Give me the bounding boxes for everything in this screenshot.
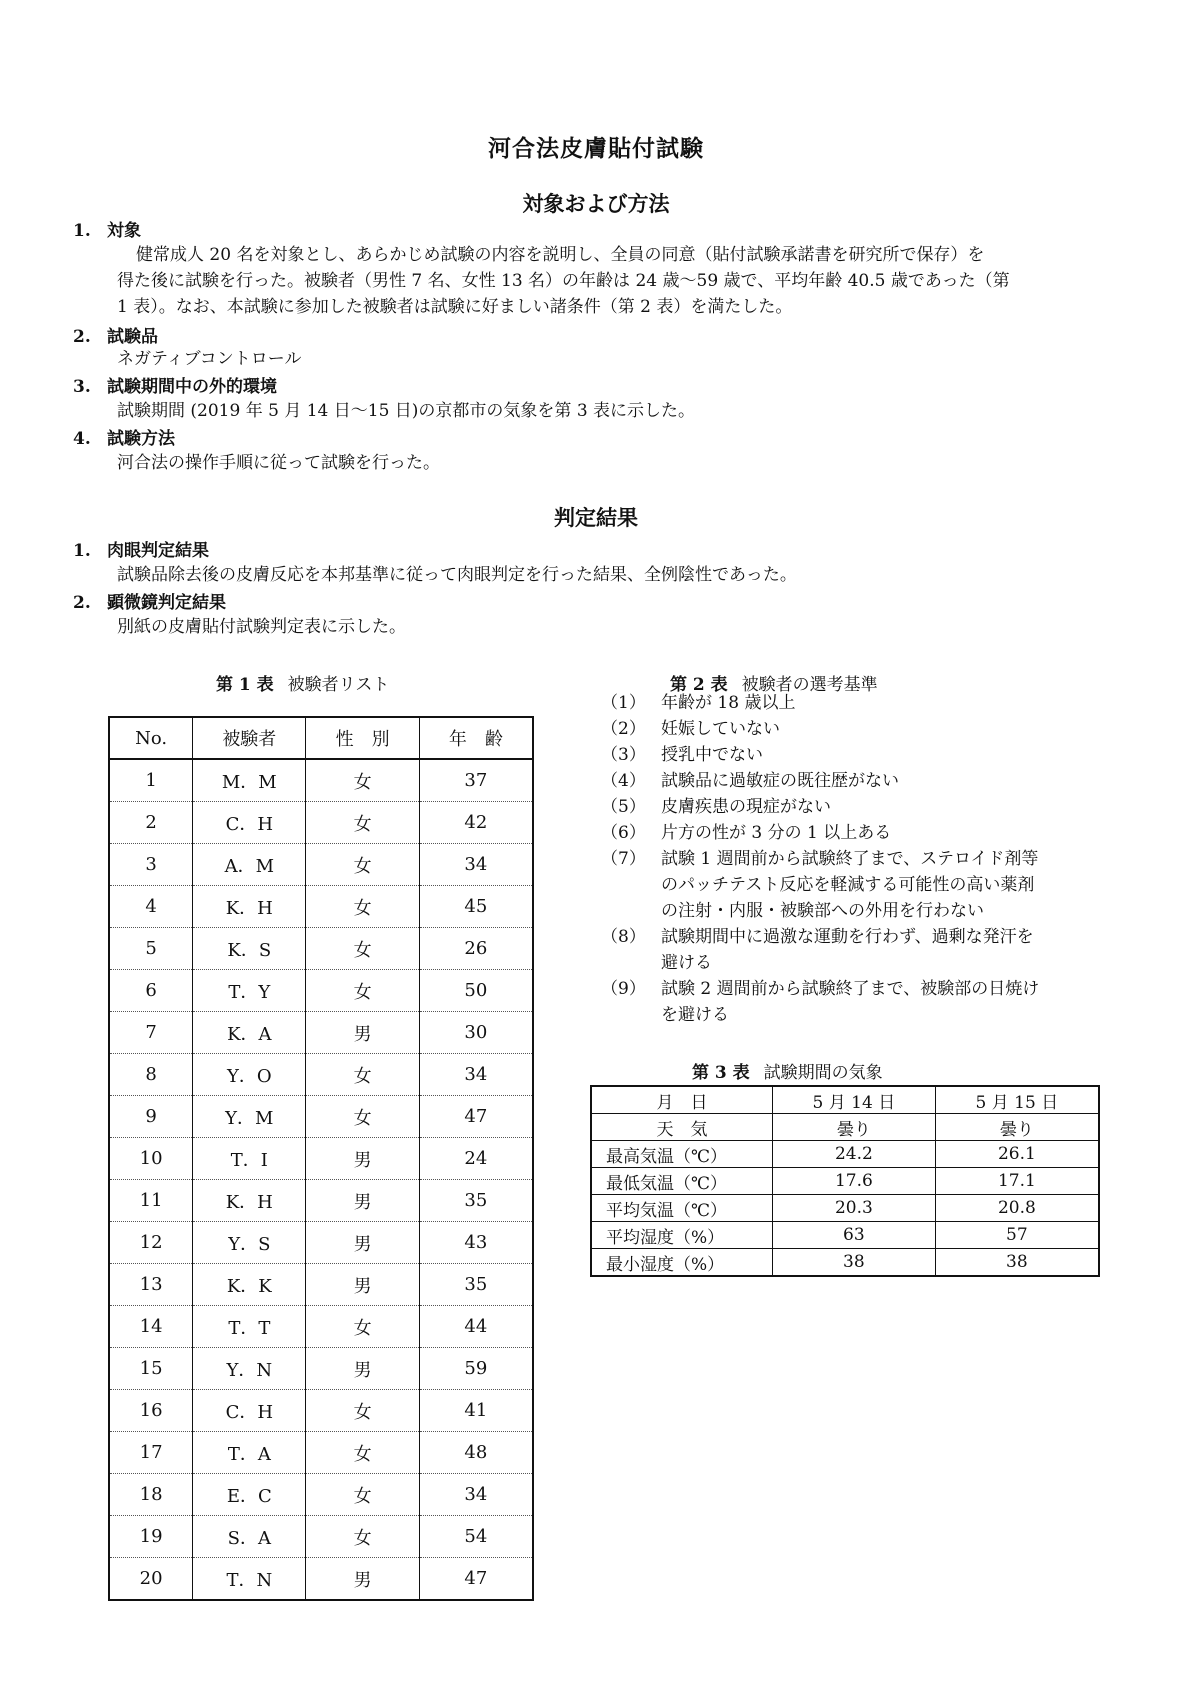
cell-age: 48: [419, 1432, 533, 1474]
cell-age: 50: [419, 970, 533, 1012]
heading-number: 1.: [73, 541, 91, 561]
criteria-number: （1）: [601, 693, 646, 713]
cell-age: 34: [419, 844, 533, 886]
cell-no: 5: [109, 928, 193, 970]
cell-sex: 女: [306, 886, 419, 928]
table-row: [109, 1348, 533, 1390]
table-row: [109, 759, 533, 802]
criteria-line: 試験期間中に過激な運動を行わず、過剰な発汗を: [661, 927, 1034, 947]
criteria-item: [601, 716, 1121, 742]
criteria-line: 年齢が 18 歳以上: [661, 693, 796, 713]
cell-age: 26: [419, 928, 533, 970]
table-row: [109, 1096, 533, 1138]
cell-age: 35: [419, 1264, 533, 1306]
criteria-text: [661, 690, 1121, 716]
criteria-line: 授乳中でない: [661, 745, 763, 765]
cell-age: 42: [419, 802, 533, 844]
paragraph-line: 健常成人 20 名を対象とし、あらかじめ試験の内容を説明し、全員の同意（貼付試験承諾書を研究所で保存）を: [136, 245, 985, 265]
table-row: [109, 886, 533, 928]
table-row: [109, 1516, 533, 1558]
weather-table: [590, 1085, 1100, 1277]
cell-sex: 男: [306, 1012, 419, 1054]
cell-age: 47: [419, 1096, 533, 1138]
table3-caption-label: 第 3 表: [692, 1063, 750, 1083]
cell-subject: K．H: [193, 886, 306, 928]
weather-value: 20.8: [935, 1195, 1099, 1222]
cell-sex: 女: [306, 1432, 419, 1474]
criteria-line: の注射・内服・被験部への外用を行わない: [661, 901, 984, 921]
cell-sex: 女: [306, 759, 419, 802]
cell-no: 10: [109, 1138, 193, 1180]
criteria-number: （8）: [601, 927, 646, 947]
cell-subject: M．M: [193, 759, 306, 802]
column-header-subject: 被験者: [193, 717, 306, 759]
environment-text: 試験期間 (2019 年 5 月 14 日〜15 日)の京都市の気象を第 3 表に示した。: [117, 401, 696, 421]
criteria-line: 試験 2 週間前から試験終了まで、被験部の日焼け: [661, 979, 1040, 999]
cell-subject: T．N: [193, 1558, 306, 1601]
cell-sex: 女: [306, 1096, 419, 1138]
criteria-item: [601, 690, 1121, 716]
heading-number: 2.: [73, 593, 91, 613]
cell-subject: C．H: [193, 1390, 306, 1432]
cell-age: 43: [419, 1222, 533, 1264]
heading-label: 試験方法: [107, 429, 175, 449]
cell-age: 24: [419, 1138, 533, 1180]
cell-sex: 男: [306, 1180, 419, 1222]
heading-label: 顕微鏡判定結果: [107, 593, 226, 613]
cell-no: 7: [109, 1012, 193, 1054]
cell-subject: Y．S: [193, 1222, 306, 1264]
cell-sex: 女: [306, 1390, 419, 1432]
criteria-item: [601, 820, 1121, 846]
table-row: [109, 1558, 533, 1601]
subject-list-table: [108, 716, 534, 1601]
microscope-judgment-text: 別紙の皮膚貼付試験判定表に示した。: [117, 617, 406, 637]
cell-no: 8: [109, 1054, 193, 1096]
heading-number: 4.: [73, 429, 91, 449]
cell-no: 3: [109, 844, 193, 886]
criteria-text: [661, 820, 1121, 846]
cell-no: 13: [109, 1264, 193, 1306]
cell-sex: 女: [306, 928, 419, 970]
cell-subject: T．Y: [193, 970, 306, 1012]
weather-header-date: 月 日: [591, 1086, 773, 1114]
cell-subject: Y．M: [193, 1096, 306, 1138]
heading-test-method: [73, 424, 175, 449]
criteria-item: [601, 924, 1121, 976]
cell-subject: A．M: [193, 844, 306, 886]
weather-row: [591, 1249, 1099, 1277]
cell-no: 11: [109, 1180, 193, 1222]
column-header-age: 年 齢: [419, 717, 533, 759]
criteria-text: [661, 924, 1121, 976]
cell-age: 30: [419, 1012, 533, 1054]
heading-environment: [73, 372, 277, 397]
cell-subject: T．T: [193, 1306, 306, 1348]
cell-subject: T．I: [193, 1138, 306, 1180]
criteria-line: 片方の性が 3 分の 1 以上ある: [661, 823, 892, 843]
cell-subject: K．A: [193, 1012, 306, 1054]
cell-no: 19: [109, 1516, 193, 1558]
cell-no: 6: [109, 970, 193, 1012]
criteria-item: [601, 794, 1121, 820]
selection-criteria-list: [601, 690, 1121, 1028]
weather-label: 平均湿度（%）: [591, 1222, 773, 1249]
heading-number: 2.: [73, 327, 91, 347]
visual-judgment-text: 試験品除去後の皮膚反応を本邦基準に従って肉眼判定を行った結果、全例陰性であった。: [117, 565, 797, 585]
cell-age: 34: [419, 1474, 533, 1516]
paragraph-line: 1 表）。なお、本試験に参加した被験者は試験に好ましい諸条件（第 2 表）を満たした。: [117, 297, 793, 317]
cell-subject: S．A: [193, 1516, 306, 1558]
column-header-no: No.: [109, 717, 193, 759]
criteria-text: [661, 794, 1121, 820]
heading-visual-judgment: [73, 536, 209, 561]
cell-subject: Y．O: [193, 1054, 306, 1096]
cell-sex: 女: [306, 1516, 419, 1558]
table-row: [109, 1390, 533, 1432]
criteria-text: [661, 976, 1121, 1028]
weather-table-body: [591, 1086, 1099, 1276]
table3-caption: [692, 1058, 883, 1083]
heading-label: 試験期間中の外的環境: [107, 377, 277, 397]
cell-age: 35: [419, 1180, 533, 1222]
table-row: [109, 1054, 533, 1096]
criteria-number: （4）: [601, 771, 646, 791]
cell-age: 34: [419, 1054, 533, 1096]
table3-caption-text: 試験期間の気象: [763, 1063, 883, 1083]
cell-age: 37: [419, 759, 533, 802]
criteria-number: （2）: [601, 719, 646, 739]
table1-caption-text: 被験者リスト: [287, 675, 390, 695]
cell-no: 12: [109, 1222, 193, 1264]
cell-age: 54: [419, 1516, 533, 1558]
weather-header-day1: 5 月 14 日: [773, 1086, 936, 1114]
cell-no: 15: [109, 1348, 193, 1390]
cell-sex: 男: [306, 1558, 419, 1601]
table1-caption-label: 第 1 表: [216, 675, 274, 695]
heading-label: 肉眼判定結果: [107, 541, 209, 561]
cell-subject: K．K: [193, 1264, 306, 1306]
weather-value: 38: [935, 1249, 1099, 1277]
criteria-number: （6）: [601, 823, 646, 843]
criteria-text: [661, 846, 1121, 924]
cell-sex: 男: [306, 1264, 419, 1306]
criteria-item: [601, 846, 1121, 924]
column-header-sex: 性 別: [306, 717, 419, 759]
criteria-text: [661, 742, 1121, 768]
document-title: 河合法皮膚貼付試験: [488, 135, 704, 162]
table-row: [109, 1180, 533, 1222]
weather-row: [591, 1141, 1099, 1168]
weather-row: [591, 1222, 1099, 1249]
criteria-number: （5）: [601, 797, 646, 817]
cell-age: 44: [419, 1306, 533, 1348]
weather-value: 20.3: [773, 1195, 936, 1222]
subject-list-body: [109, 759, 533, 1600]
weather-label: 平均気温（℃）: [591, 1195, 773, 1222]
cell-sex: 女: [306, 844, 419, 886]
cell-sex: 女: [306, 1054, 419, 1096]
criteria-line: を避ける: [661, 1005, 729, 1025]
cell-sex: 女: [306, 1474, 419, 1516]
heading-subjects: [73, 216, 141, 241]
section-title-methods: 対象および方法: [522, 191, 670, 216]
subjects-paragraph: [117, 242, 1117, 320]
criteria-line: 皮膚疾患の現症がない: [661, 797, 831, 817]
criteria-line: 避ける: [661, 953, 712, 973]
table-row: [109, 1306, 533, 1348]
heading-number: 1.: [73, 221, 91, 241]
weather-label: 最小湿度（%）: [591, 1249, 773, 1277]
weather-label: 天 気: [591, 1114, 773, 1141]
heading-test-article: [73, 322, 158, 347]
criteria-line: のパッチテスト反応を軽減する可能性の高い薬剤: [661, 875, 1035, 895]
cell-no: 14: [109, 1306, 193, 1348]
heading-label: 対象: [107, 221, 141, 241]
test-method-text: 河合法の操作手順に従って試験を行った。: [117, 453, 440, 473]
table2-caption-label: 第 2 表: [670, 675, 728, 695]
cell-sex: 男: [306, 1138, 419, 1180]
cell-no: 4: [109, 886, 193, 928]
cell-subject: C．H: [193, 802, 306, 844]
cell-sex: 女: [306, 970, 419, 1012]
cell-no: 1: [109, 759, 193, 802]
table-row: [109, 1012, 533, 1054]
weather-value: 17.6: [773, 1168, 936, 1195]
criteria-text: [661, 768, 1121, 794]
paragraph-line: 得た後に試験を行った。被験者（男性 7 名、女性 13 名）の年齢は 24 歳〜59 歳で、平均年齢 40.5 歳であった（第: [117, 271, 1010, 291]
weather-value: 17.1: [935, 1168, 1099, 1195]
weather-label: 最高気温（℃）: [591, 1141, 773, 1168]
cell-no: 17: [109, 1432, 193, 1474]
cell-subject: Y．N: [193, 1348, 306, 1390]
table-row: [109, 928, 533, 970]
section-title-results: 判定結果: [554, 505, 638, 530]
table2-caption-text: 被験者の選考基準: [741, 675, 878, 695]
cell-subject: T．A: [193, 1432, 306, 1474]
table-header-row: [109, 717, 533, 759]
weather-value: 曇り: [773, 1114, 936, 1141]
weather-header-row: [591, 1086, 1099, 1114]
table-row: [109, 1432, 533, 1474]
criteria-number: （9）: [601, 979, 646, 999]
cell-no: 20: [109, 1558, 193, 1601]
cell-age: 47: [419, 1558, 533, 1601]
cell-age: 59: [419, 1348, 533, 1390]
table-row: [109, 844, 533, 886]
heading-number: 3.: [73, 377, 91, 397]
weather-row: [591, 1114, 1099, 1141]
criteria-text: [661, 716, 1121, 742]
cell-no: 2: [109, 802, 193, 844]
weather-value: 57: [935, 1222, 1099, 1249]
criteria-item: [601, 976, 1121, 1028]
table-row: [109, 1474, 533, 1516]
weather-value: 曇り: [935, 1114, 1099, 1141]
weather-header-day2: 5 月 15 日: [935, 1086, 1099, 1114]
cell-age: 41: [419, 1390, 533, 1432]
table1-caption: [216, 670, 389, 695]
criteria-item: [601, 742, 1121, 768]
test-article-text: ネガティブコントロール: [117, 349, 302, 369]
cell-age: 45: [419, 886, 533, 928]
table-row: [109, 1138, 533, 1180]
criteria-number: （3）: [601, 745, 646, 765]
table-row: [109, 1264, 533, 1306]
cell-subject: K．S: [193, 928, 306, 970]
criteria-number: （7）: [601, 849, 646, 869]
weather-value: 24.2: [773, 1141, 936, 1168]
table-row: [109, 1222, 533, 1264]
heading-label: 試験品: [107, 327, 158, 347]
weather-value: 63: [773, 1222, 936, 1249]
criteria-line: 妊娠していない: [661, 719, 780, 739]
weather-row: [591, 1195, 1099, 1222]
cell-subject: E．C: [193, 1474, 306, 1516]
criteria-item: [601, 768, 1121, 794]
cell-subject: K．H: [193, 1180, 306, 1222]
cell-sex: 男: [306, 1348, 419, 1390]
weather-label: 最低気温（℃）: [591, 1168, 773, 1195]
cell-sex: 男: [306, 1222, 419, 1264]
weather-value: 26.1: [935, 1141, 1099, 1168]
weather-row: [591, 1168, 1099, 1195]
weather-value: 38: [773, 1249, 936, 1277]
cell-sex: 女: [306, 802, 419, 844]
cell-sex: 女: [306, 1306, 419, 1348]
heading-microscope-judgment: [73, 588, 226, 613]
table-row: [109, 802, 533, 844]
table-row: [109, 970, 533, 1012]
cell-no: 9: [109, 1096, 193, 1138]
criteria-line: 試験 1 週間前から試験終了まで、ステロイド剤等: [661, 849, 1039, 869]
cell-no: 16: [109, 1390, 193, 1432]
cell-no: 18: [109, 1474, 193, 1516]
criteria-line: 試験品に過敏症の既往歴がない: [661, 771, 899, 791]
